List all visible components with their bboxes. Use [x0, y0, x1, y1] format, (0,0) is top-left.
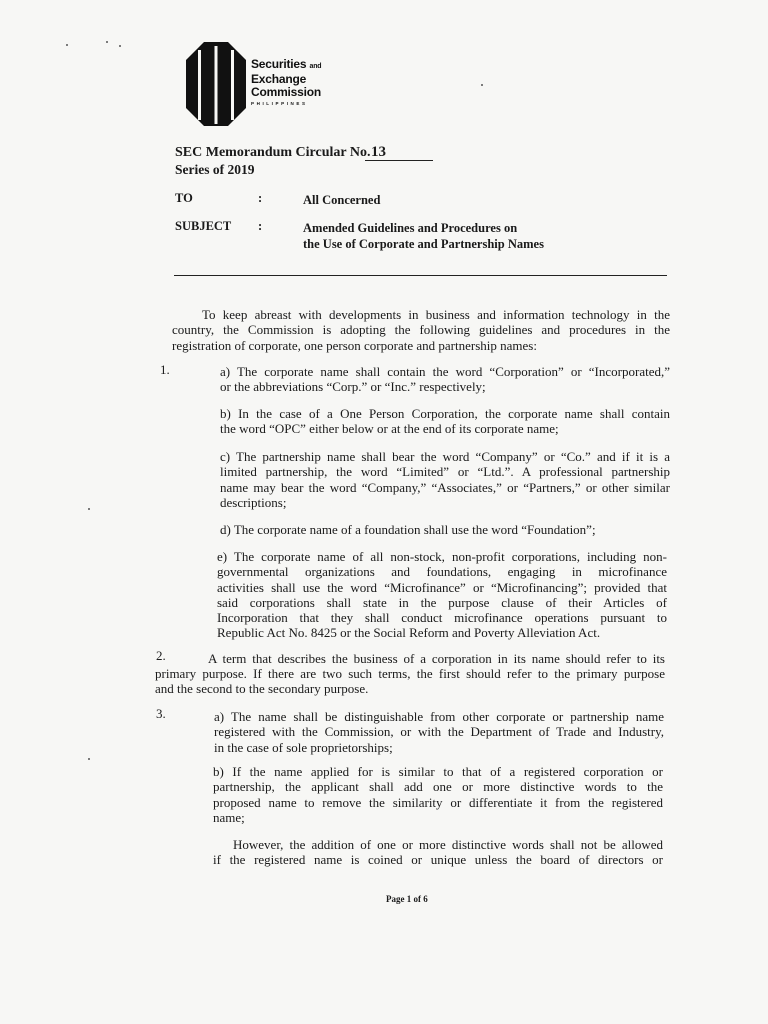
- logo-line-commission: Commission: [251, 85, 322, 99]
- page-number: Page 1 of 6: [386, 894, 428, 904]
- section-3b-line: name;: [213, 809, 245, 825]
- section-1a-line: a) The corporate name shall contain the word “Corporation” or “Incorporated,”: [220, 364, 670, 379]
- section-3a-line: in the case of sole proprietorships;: [214, 739, 393, 755]
- subject-line: the Use of Corporate and Partnership Names: [303, 237, 544, 251]
- section-1e-line: Republic Act No. 8425 or the Social Reform and Poverty Alleviation Act.: [217, 625, 601, 641]
- to-colon: :: [258, 191, 263, 205]
- logo-country: PHILIPPINES: [251, 101, 308, 106]
- intro-line: registration of corporate, one person corporate and partnership names:: [172, 337, 537, 353]
- to-label: TO: [175, 191, 193, 205]
- sec-logo-text: [251, 58, 321, 107]
- section-3-however: [213, 837, 663, 868]
- section-3a-line: registered with the Commission, or with the Department of Trade and Industry,: [214, 724, 664, 740]
- section-2-first-line: [208, 651, 665, 666]
- section-3b-line: proposed name to remove the similarity or differentiate it from the registered: [213, 794, 663, 810]
- section-3b-line: b) If the name applied for is similar to that of a registered corporation or: [213, 764, 663, 779]
- memo-title: SEC Memorandum Circular No.: [175, 145, 371, 160]
- memo-number: 13: [365, 145, 433, 161]
- section-1e-line: said corporations shall state in the purpose clause of their Articles of: [217, 594, 667, 610]
- subject-value: [303, 220, 544, 252]
- to-value: All Concerned: [303, 193, 381, 207]
- section-1e: [217, 549, 667, 641]
- section-1c-line: descriptions;: [220, 494, 287, 510]
- section-2-line: and the second to the secondary purpose.: [155, 681, 369, 697]
- section-1a: [220, 364, 670, 395]
- section-3-however-line: However, the addition of one or more distinctive words shall not be allowed: [233, 837, 663, 852]
- header-divider: [174, 275, 667, 276]
- logo-and: and: [309, 63, 322, 70]
- intro-paragraph: [172, 307, 670, 353]
- section-3a: [214, 709, 664, 755]
- section-1d-line: d) The corporate name of a foundation shall use the word “Foundation”;: [220, 522, 596, 537]
- sec-logo-icon: [186, 42, 246, 126]
- section-1-number: 1.: [160, 362, 170, 377]
- section-2-number: 2.: [156, 648, 166, 663]
- scan-speck: [481, 84, 483, 86]
- subject-line: Amended Guidelines and Procedures on: [303, 221, 518, 235]
- scan-speck: [88, 758, 90, 760]
- scan-speck: [119, 45, 121, 47]
- section-2-line: primary purpose. If there are two such terms, the first should refer to the primary purpose: [155, 666, 665, 681]
- section-1c-line: name may bear the word “Company,” “Associates,” or “Partners,” or other similar: [220, 479, 670, 495]
- logo-line-securities: Securities: [251, 57, 307, 71]
- section-1c-line: c) The partnership name shall bear the word “Company” or “Co.” and if it is a: [220, 449, 670, 464]
- logo-line-exchange: Exchange: [251, 72, 307, 86]
- section-2-line: A term that describes the business of a corporation in its name should refer to its: [208, 651, 665, 666]
- section-3-however-line: if the registered name is coined or unique unless the board of directors or: [213, 852, 663, 868]
- section-1e-line: governmental organizations and foundations, engaging in microfinance: [217, 564, 667, 580]
- memo-series: Series of 2019: [175, 162, 255, 177]
- section-1c-line: limited partnership, the word “Limited” or “Ltd.”. A professional partnership: [220, 464, 670, 480]
- section-1b-line: the word “OPC” either below or at the end of its corporate name;: [220, 421, 559, 437]
- section-2: [155, 666, 665, 697]
- section-3b-line: partnership, the applicant shall add one or more distinctive words to the: [213, 779, 663, 795]
- section-1e-line: Incorporation that they shall conduct microfinance operations pursuant to: [217, 610, 667, 626]
- intro-line: To keep abreast with developments in business and information technology in the: [202, 307, 670, 322]
- scan-speck: [106, 41, 108, 43]
- section-1c: [220, 449, 670, 510]
- section-1b-line: b) In the case of a One Person Corporation, the corporate name shall contain: [220, 406, 670, 421]
- section-1b: [220, 406, 670, 437]
- subject-colon: :: [258, 219, 263, 233]
- section-3a-line: a) The name shall be distinguishable from other corporate or partnership name: [214, 709, 664, 724]
- intro-line: country, the Commission is adopting the following guidelines and procedures in the: [172, 322, 670, 338]
- section-3b: [213, 764, 663, 825]
- section-1e-line: e) The corporate name of all non-stock, non-profit corporations, including non-: [217, 549, 667, 564]
- section-1a-line: or the abbreviations “Corp.” or “Inc.” respectively;: [220, 379, 486, 395]
- section-3-number: 3.: [156, 706, 166, 721]
- scan-speck: [66, 44, 68, 46]
- scan-speck: [88, 508, 90, 510]
- section-1d: [220, 522, 670, 537]
- section-1e-line: activities shall use the word “Microfinance” or “Microfinancing”; provided that: [217, 579, 667, 595]
- subject-label: SUBJECT: [175, 219, 232, 233]
